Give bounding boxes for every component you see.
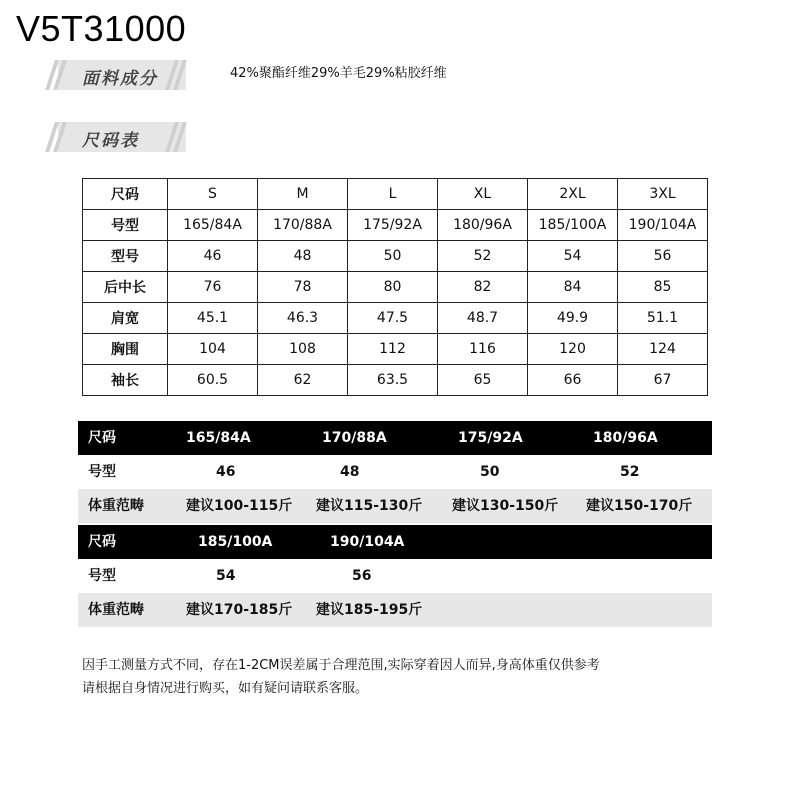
size-cell: 170/88A	[322, 430, 387, 446]
weight-row	[78, 593, 712, 627]
size-cell: 190/104A	[330, 534, 405, 550]
table-cell: 51.1	[618, 303, 708, 334]
size-row	[78, 421, 712, 455]
weight-cell: 建议100-115斤	[186, 498, 293, 514]
weight-table-group-1	[78, 421, 712, 523]
table-cell: 120	[528, 334, 618, 365]
size-chart-section-tab	[58, 122, 186, 152]
table-cell: 49.9	[528, 303, 618, 334]
weight-table-group-2	[78, 525, 712, 627]
weight-cell: 建议150-170斤	[586, 498, 693, 514]
table-cell: 46	[168, 241, 258, 272]
table-row	[83, 365, 708, 396]
model-row	[78, 559, 712, 593]
table-cell: 112	[348, 334, 438, 365]
size-chart-table	[82, 178, 708, 396]
size-cell: 185/100A	[198, 534, 273, 550]
table-cell: 78	[258, 272, 348, 303]
row-header: 后中长	[83, 272, 168, 303]
row-header: 号型	[83, 210, 168, 241]
model-cell: 54	[216, 568, 236, 584]
table-cell: 82	[438, 272, 528, 303]
weight-cell: 建议115-130斤	[316, 498, 423, 514]
table-row	[83, 334, 708, 365]
fabric-section-tab	[58, 60, 186, 90]
weight-cell: 建议185-195斤	[316, 602, 423, 618]
row-header: 尺码	[88, 534, 116, 550]
table-cell: 116	[438, 334, 528, 365]
table-cell: 46.3	[258, 303, 348, 334]
table-cell: 50	[348, 241, 438, 272]
row-header: 胸围	[83, 334, 168, 365]
row-header: 号型	[88, 568, 116, 584]
note-line-2: 请根据自身情况进行购买，如有疑问请联系客服。	[82, 681, 369, 696]
weight-cell: 建议130-150斤	[452, 498, 559, 514]
table-cell: 54	[528, 241, 618, 272]
weight-cell: 建议170-185斤	[186, 602, 293, 618]
table-cell: 185/100A	[528, 210, 618, 241]
model-cell: 48	[340, 464, 360, 480]
size-cell: 180/96A	[593, 430, 658, 446]
row-header: 尺码	[83, 179, 168, 210]
model-row	[78, 455, 712, 489]
table-cell: 65	[438, 365, 528, 396]
size-cell: M	[258, 179, 348, 210]
table-cell: 66	[528, 365, 618, 396]
size-cell: S	[168, 179, 258, 210]
table-cell: 47.5	[348, 303, 438, 334]
table-cell: 104	[168, 334, 258, 365]
table-cell: 170/88A	[258, 210, 348, 241]
size-cell: 3XL	[618, 179, 708, 210]
size-cell: 175/92A	[458, 430, 523, 446]
row-header: 体重范畴	[88, 602, 144, 618]
weight-row	[78, 489, 712, 523]
model-cell: 52	[620, 464, 640, 480]
table-header-row	[83, 179, 708, 210]
table-cell: 80	[348, 272, 438, 303]
table-cell: 180/96A	[438, 210, 528, 241]
note-line-1: 因手工测量方式不同，存在1-2CM误差属于合理范围,实际穿着因人而异,身高体重仅供参考	[82, 658, 600, 673]
row-header: 尺码	[88, 430, 116, 446]
table-cell: 84	[528, 272, 618, 303]
table-cell: 85	[618, 272, 708, 303]
table-cell: 56	[618, 241, 708, 272]
table-cell: 175/92A	[348, 210, 438, 241]
table-cell: 76	[168, 272, 258, 303]
size-chart-tab-label: 尺码表	[82, 131, 139, 151]
table-cell: 190/104A	[618, 210, 708, 241]
table-cell: 60.5	[168, 365, 258, 396]
model-cell: 46	[216, 464, 236, 480]
size-cell: 2XL	[528, 179, 618, 210]
table-row	[83, 210, 708, 241]
size-cell: 165/84A	[186, 430, 251, 446]
table-cell: 124	[618, 334, 708, 365]
size-row	[78, 525, 712, 559]
table-cell: 108	[258, 334, 348, 365]
table-cell: 48	[258, 241, 348, 272]
row-header: 体重范畴	[88, 498, 144, 514]
table-cell: 52	[438, 241, 528, 272]
model-cell: 56	[352, 568, 372, 584]
row-header: 袖长	[83, 365, 168, 396]
row-header: 肩宽	[83, 303, 168, 334]
table-cell: 63.5	[348, 365, 438, 396]
row-header: 型号	[83, 241, 168, 272]
model-cell: 50	[480, 464, 500, 480]
table-cell: 62	[258, 365, 348, 396]
row-header: 号型	[88, 464, 116, 480]
table-row	[83, 303, 708, 334]
table-cell: 165/84A	[168, 210, 258, 241]
measurement-note	[82, 654, 742, 700]
product-code: V5T31000	[16, 8, 187, 49]
table-cell: 48.7	[438, 303, 528, 334]
table-cell: 45.1	[168, 303, 258, 334]
table-row	[83, 272, 708, 303]
fabric-tab-label: 面料成分	[82, 69, 158, 89]
size-cell: L	[348, 179, 438, 210]
table-cell: 67	[618, 365, 708, 396]
fabric-composition: 42%聚酯纤维29%羊毛29%粘胶纤维	[230, 66, 447, 81]
table-row	[83, 241, 708, 272]
size-cell: XL	[438, 179, 528, 210]
